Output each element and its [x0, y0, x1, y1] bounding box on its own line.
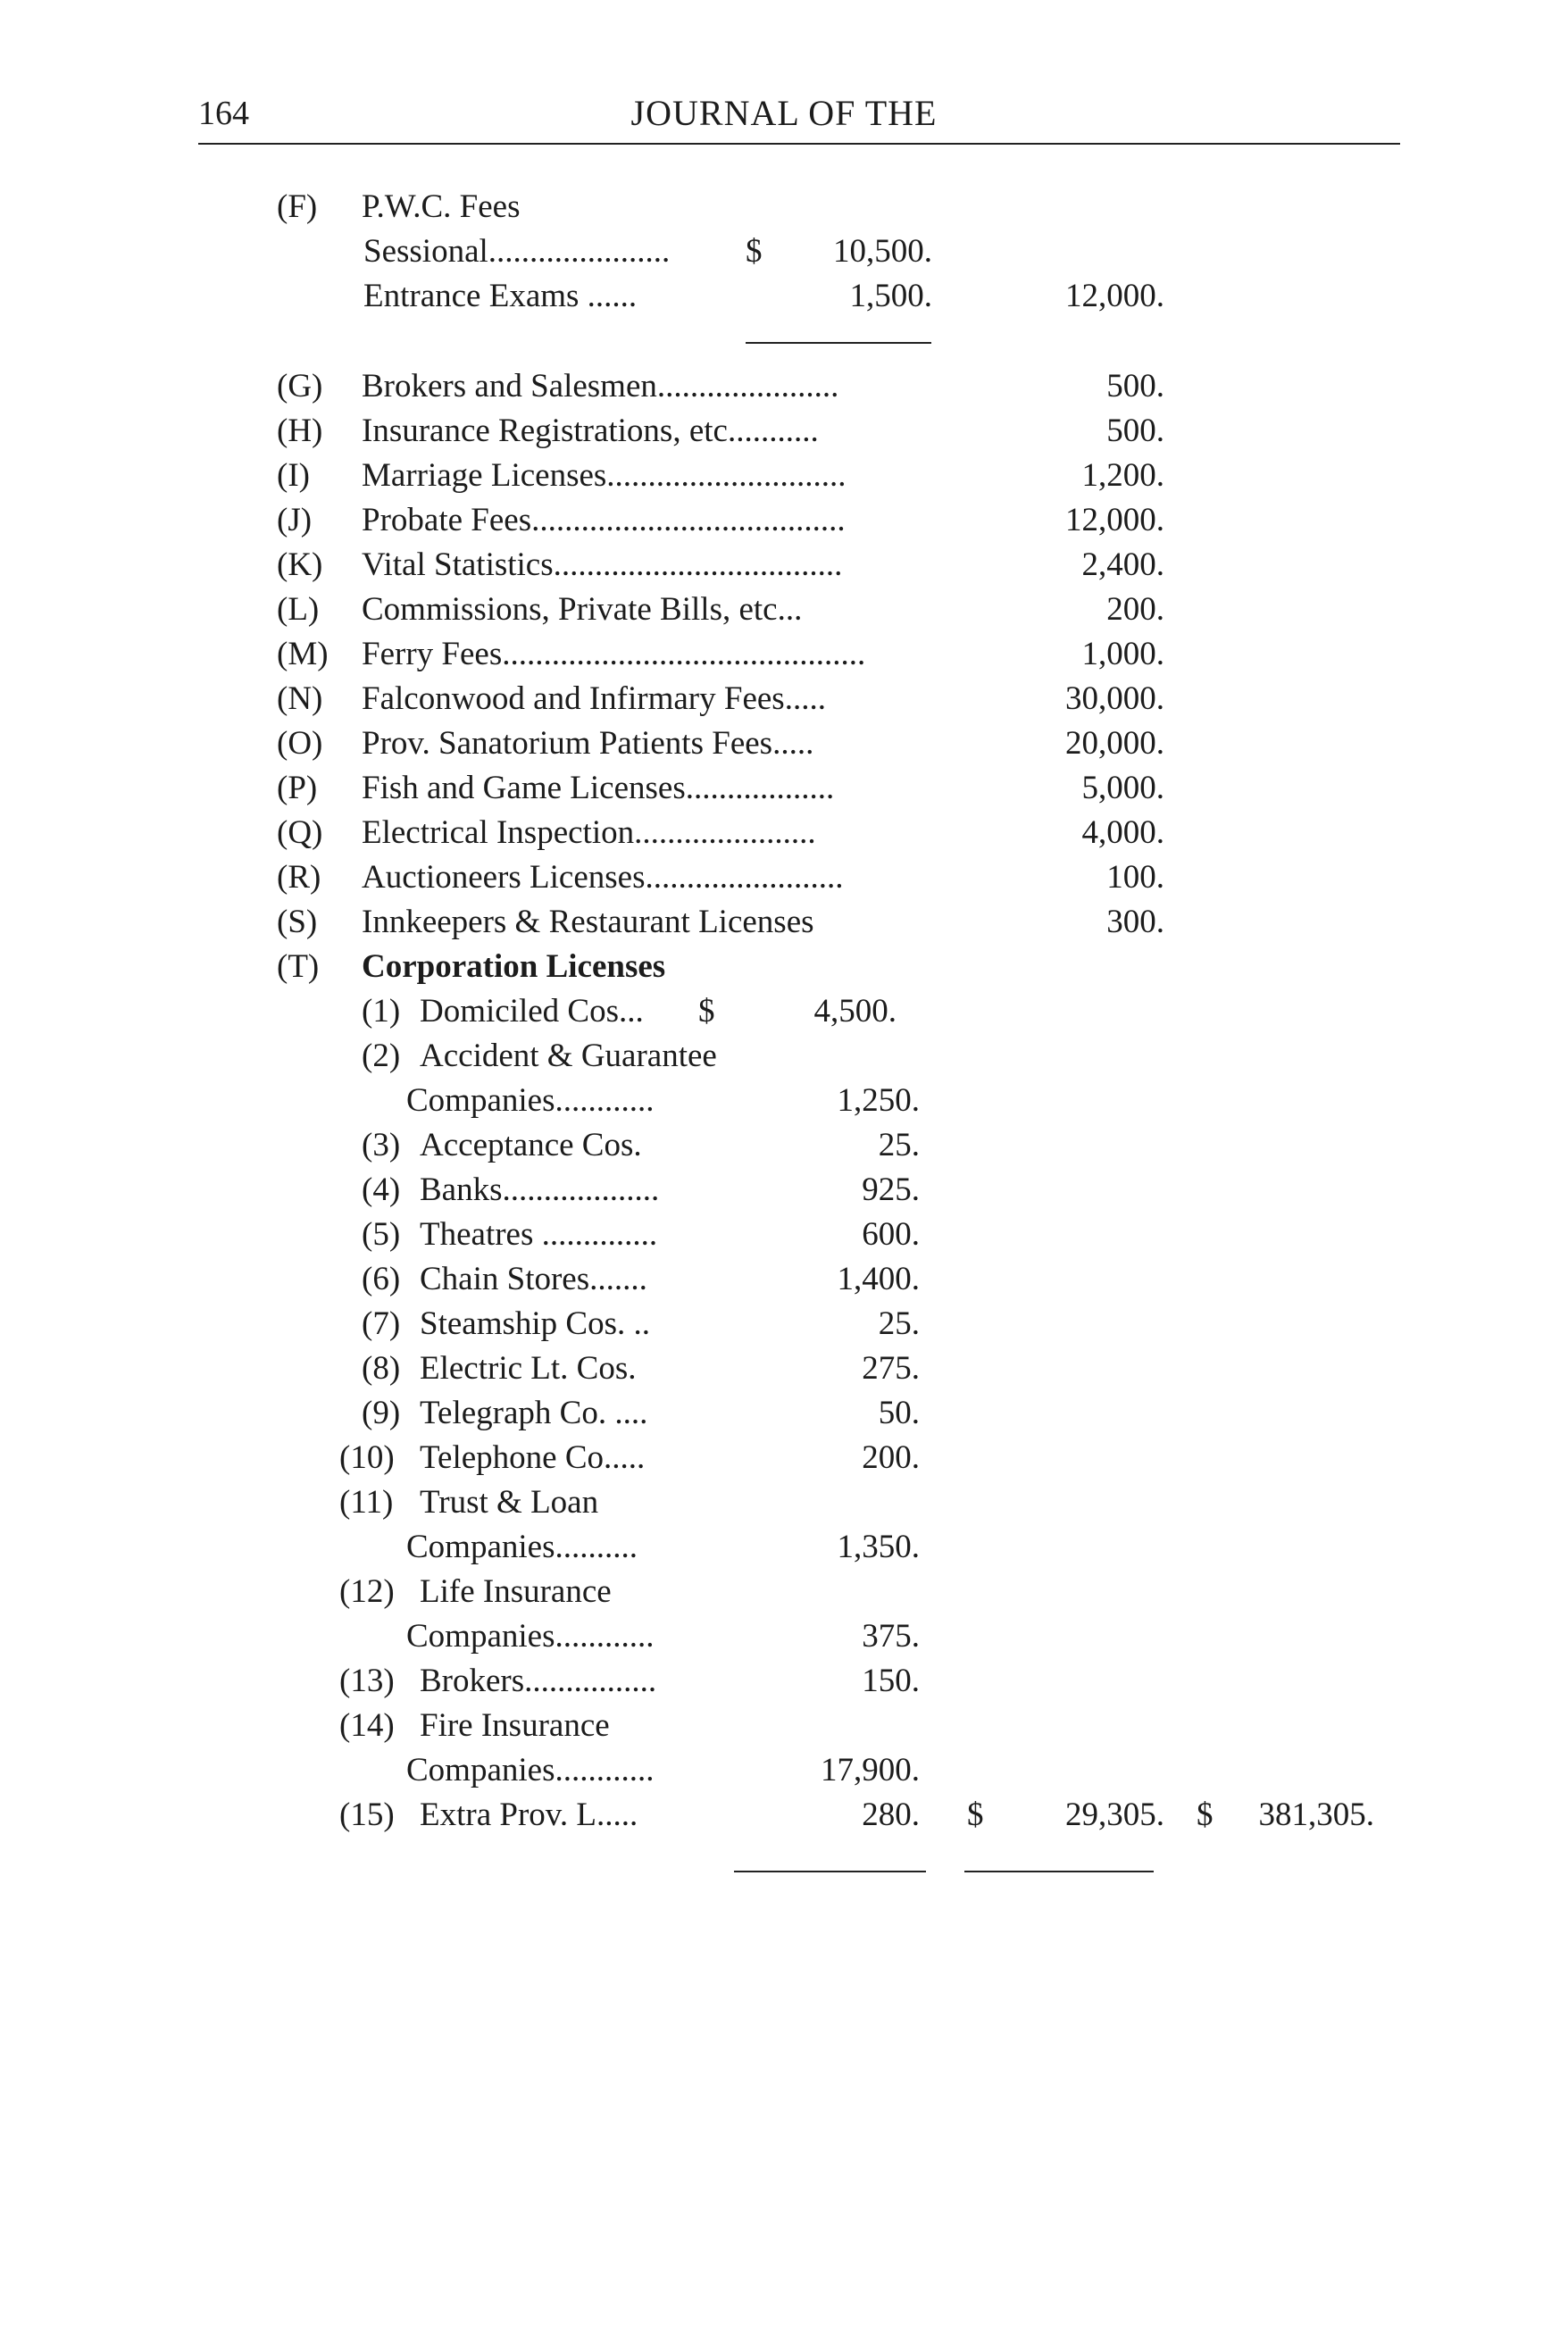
corp-num: (1) [362, 993, 401, 1030]
corp-num: (14) [339, 1707, 395, 1744]
item-row-m [0, 632, 1568, 677]
corp-row-10 [0, 1436, 1568, 1480]
pwc-sessional-row [0, 229, 1568, 274]
corp-row-11 [0, 1480, 1568, 1525]
item-row-k [0, 543, 1568, 588]
item-letter: (T) [277, 948, 320, 985]
item-letter: (O) [277, 725, 323, 762]
item-letter: (H) [277, 413, 323, 449]
corp-amount: 50. [878, 1395, 920, 1431]
dollar-sign: $ [746, 233, 763, 270]
item-label: Marriage Licenses............................. [362, 457, 847, 494]
corp-amount: 150. [862, 1663, 920, 1699]
item-amount: 30,000. [1065, 680, 1164, 717]
corp-label: Accident & Guarantee [420, 1038, 717, 1074]
dollar-sign: $ [698, 993, 715, 1030]
item-label: Vital Statistics................................... [362, 546, 843, 583]
corp-row-2-cont [0, 1079, 1568, 1123]
item-label: Falconwood and Infirmary Fees..... [362, 680, 826, 717]
item-row-r [0, 855, 1568, 900]
corp-label: Acceptance Cos. [420, 1127, 642, 1163]
running-head: JOURNAL OF THE [630, 93, 938, 133]
corp-label: Trust & Loan [420, 1484, 599, 1521]
item-label: Brokers and Salesmen...................... [362, 368, 839, 404]
corp-amount: 280. [862, 1797, 920, 1833]
item-letter: (I) [277, 457, 310, 494]
item-amount: 4,000. [1081, 814, 1164, 851]
corp-label: Domiciled Cos... [420, 993, 644, 1030]
item-label: Commissions, Private Bills, etc... [362, 591, 803, 628]
pwc-entrance-label: Entrance Exams ...... [363, 278, 638, 314]
corp-row-12-cont [0, 1614, 1568, 1659]
corp-row-15 [0, 1793, 1568, 1838]
item-letter: (N) [277, 680, 323, 717]
subtotal-rule [746, 342, 931, 344]
item-label: P.W.C. Fees [362, 188, 521, 225]
total-rule [964, 1871, 1154, 1872]
item-letter: (S) [277, 904, 318, 940]
item-label: Electrical Inspection...................... [362, 814, 816, 851]
corp-label: Brokers................ [420, 1663, 657, 1699]
corp-row-13 [0, 1659, 1568, 1704]
item-amount: 1,200. [1081, 457, 1164, 494]
item-amount: 2,400. [1081, 546, 1164, 583]
item-label: Probate Fees...................................... [362, 502, 846, 538]
corp-label-cont: Companies............ [406, 1618, 655, 1655]
item-amount: 200. [1106, 591, 1164, 628]
corp-label: Fire Insurance [420, 1707, 610, 1744]
corp-label: Theatres .............. [420, 1216, 658, 1253]
corp-amount: 275. [862, 1350, 920, 1387]
corp-amount: 25. [878, 1305, 920, 1342]
corp-label: Chain Stores....... [420, 1261, 647, 1297]
item-row-i [0, 454, 1568, 498]
item-amount: 12,000. [1065, 502, 1164, 538]
item-row-o [0, 721, 1568, 766]
corp-num: (15) [339, 1797, 395, 1833]
header-rule [198, 143, 1400, 145]
corp-num: (2) [362, 1038, 401, 1074]
item-letter: (G) [277, 368, 323, 404]
corp-amount: 1,400. [837, 1261, 920, 1297]
corp-row-9 [0, 1391, 1568, 1436]
item-row-j [0, 498, 1568, 543]
item-letter: (J) [277, 502, 313, 538]
pwc-entrance-row [0, 274, 1568, 319]
item-amount: 500. [1106, 368, 1164, 404]
item-row-f [0, 185, 1568, 229]
item-row-p [0, 766, 1568, 811]
subtotal-rule [734, 1871, 926, 1872]
corp-amount: 600. [862, 1216, 920, 1253]
grand-total: 381,305. [1258, 1797, 1374, 1833]
corp-label-cont: Companies............ [406, 1082, 655, 1119]
corp-row-7 [0, 1302, 1568, 1346]
corp-amount: 1,250. [837, 1082, 920, 1119]
corp-num: (4) [362, 1171, 401, 1208]
corp-row-5 [0, 1213, 1568, 1257]
corp-row-12 [0, 1570, 1568, 1614]
corp-label: Telephone Co..... [420, 1439, 646, 1476]
corp-num: (6) [362, 1261, 401, 1297]
corp-num: (5) [362, 1216, 401, 1253]
page-number: 164 [198, 95, 249, 132]
corp-row-11-cont [0, 1525, 1568, 1570]
dollar-sign: $ [1197, 1797, 1214, 1833]
item-label: Ferry Fees............................................ [362, 636, 866, 672]
corp-row-1 [0, 989, 1568, 1034]
item-amount: 20,000. [1065, 725, 1164, 762]
corp-row-14-cont [0, 1748, 1568, 1793]
item-amount: 500. [1106, 413, 1164, 449]
corp-label-cont: Companies.......... [406, 1529, 638, 1565]
corp-amount: 4,500. [813, 993, 897, 1030]
corp-label: Electric Lt. Cos. [420, 1350, 637, 1387]
corp-label: Life Insurance [420, 1573, 612, 1610]
item-row-n [0, 677, 1568, 721]
item-row-g [0, 364, 1568, 409]
item-label: Prov. Sanatorium Patients Fees..... [362, 725, 814, 762]
pwc-sessional-label: Sessional...................... [363, 233, 671, 270]
corp-num: (11) [339, 1484, 394, 1521]
corp-row-3 [0, 1123, 1568, 1168]
item-row-h [0, 409, 1568, 454]
corp-label: Telegraph Co. .... [420, 1395, 648, 1431]
corp-amount: 200. [862, 1439, 920, 1476]
corp-num: (8) [362, 1350, 401, 1387]
corp-num: (9) [362, 1395, 401, 1431]
item-amount: 5,000. [1081, 770, 1164, 806]
corp-amount: 375. [862, 1618, 920, 1655]
pwc-entrance-amount: 1,500. [849, 278, 932, 314]
item-row-q [0, 811, 1568, 855]
item-label: Insurance Registrations, etc........... [362, 413, 819, 449]
item-letter: (M) [277, 636, 329, 672]
corp-label: Extra Prov. L..... [420, 1797, 638, 1833]
item-amount: 100. [1106, 859, 1164, 896]
pwc-sessional-amount: 10,500. [833, 233, 932, 270]
item-row-s [0, 900, 1568, 945]
section-heading: Corporation Licenses [362, 948, 666, 985]
item-row-l [0, 588, 1568, 632]
item-label: Auctioneers Licenses........................ [362, 859, 844, 896]
item-row-t [0, 945, 1568, 989]
corp-num: (10) [339, 1439, 395, 1476]
item-label: Innkeepers & Restaurant Licenses [362, 904, 814, 940]
corporation-total: 29,305. [1065, 1797, 1164, 1833]
item-letter: (L) [277, 591, 320, 628]
corp-amount: 1,350. [837, 1529, 920, 1565]
corp-row-4 [0, 1168, 1568, 1213]
corp-row-8 [0, 1346, 1568, 1391]
item-label: Fish and Game Licenses.................. [362, 770, 835, 806]
dollar-sign: $ [967, 1797, 984, 1833]
corp-row-14 [0, 1704, 1568, 1748]
item-amount: 300. [1106, 904, 1164, 940]
item-letter: (Q) [277, 814, 323, 851]
corp-row-2 [0, 1034, 1568, 1079]
item-letter: (F) [277, 188, 318, 225]
corp-num: (12) [339, 1573, 395, 1610]
corp-amount: 25. [878, 1127, 920, 1163]
corp-row-6 [0, 1257, 1568, 1302]
corp-label-cont: Companies............ [406, 1752, 655, 1788]
item-letter: (P) [277, 770, 318, 806]
corp-num: (3) [362, 1127, 401, 1163]
corp-amount: 925. [862, 1171, 920, 1208]
item-amount: 1,000. [1081, 636, 1164, 672]
item-letter: (R) [277, 859, 321, 896]
corp-num: (13) [339, 1663, 395, 1699]
corp-amount: 17,900. [821, 1752, 920, 1788]
pwc-total: 12,000. [1065, 278, 1164, 314]
corp-label: Steamship Cos. .. [420, 1305, 650, 1342]
corp-label: Banks................... [420, 1171, 660, 1208]
corp-num: (7) [362, 1305, 401, 1342]
item-letter: (K) [277, 546, 323, 583]
